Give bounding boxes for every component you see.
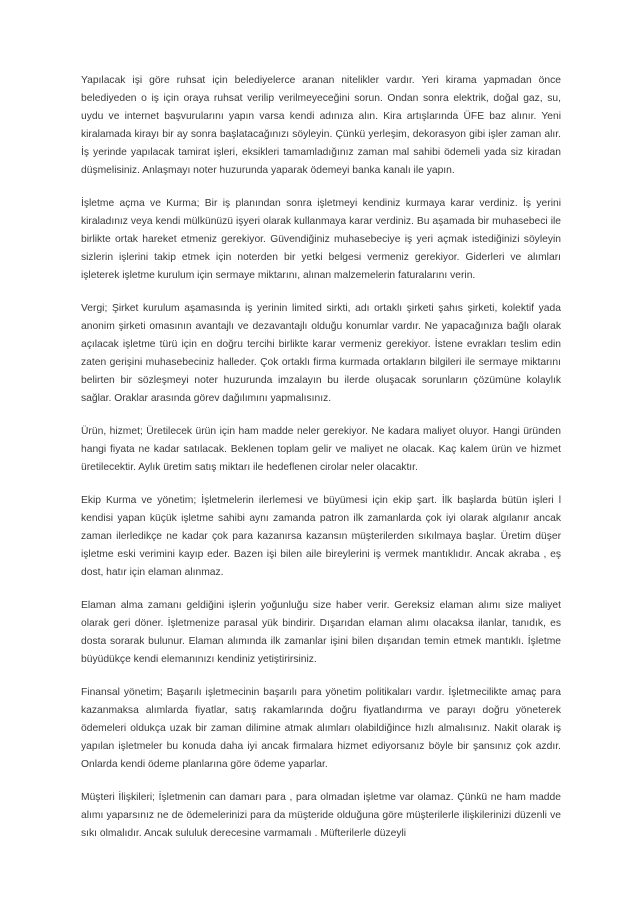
- document-page: [81, 72, 561, 858]
- paragraph-finansal-yonetim: Finansal yönetim; Başarılı işletmecinin başarılı para yönetim politikaları vardır. İşletmecilikte amaç para kazanmaksa alımlarda fiyatlar, satış rakamlarında doğru fiyatlandırma ve parayı doğru yöneterek ödemeleri oldukça uzak bir zaman dilimine atmak alımları olabildiğince hızlı almalısınız. Nakit olarak iş yapılan işletmeler bu konuda daha iyi ancak firmalara hizmet ediyorsanız böyle bir şansınız çok azdır. Onlarda kendi ödeme planlarına göre ödeme yaparlar.: [81, 687, 561, 770]
- paragraph-vergi: Vergi; Şirket kurulum aşamasında iş yerinin limited sirkti, adı ortaklı şirketi şahıs şirketi, kolektif yada anonim şirketi omasının avantajlı ve dezavantajlı olduğu konumlar vardır. Ne yapacağınıza bağlı olarak açılacak işletme türü için en doğru tercihi birlikte karar vermeniz gerekiyor. İstene evrakları teslim edin zaten gerişini muhasebeciniz halleder. Çok ortaklı firma kurmada ortakların bilgileri ile sermaye miktarını belirten bir sözleşmeyi noter huzurunda imzalayın bu ilerde oluşacak sorunların çözümüne kolaylık sağlar. Oraklar arasında görev dağılımını yapmalısınız.: [81, 303, 561, 404]
- paragraph-isletme-acma: İşletme açma ve Kurma; Bir iş planından sonra işletmeyi kendiniz kurmaya karar verdiniz. İş yerini kiraladınız veya kendi mülkünüzü işyeri olarak kullanmaya karar verdiniz. Bu aşamada bir muhasebeci ile birlikte ortak hareket etmeniz gerekiyor. Güvendiğiniz muhasebeciye iş yeri açmak istediğinizi söyleyin sizlerin işlerini takip etmek için noterden bir yetki belgesi vermeniz gerekiyor. Giderleri ve alımları işleterek işletme kurulum için sermaye miktarını, alınan malzemelerin faturalarını verin.: [81, 198, 561, 281]
- paragraph-musteri-iliskileri: Müşteri İlişkileri; İşletmenin can damarı para , para olmadan işletme var olamaz. Çünkü ne ham madde alımı yaparsınız ne de ödemelerinizi para da müşteride olduğuna göre müşterilerle ilişkilerinizi düzenli ve sıkı olmalıdır. Ancak sululuk derecesine varmamalı . Müfterilerle düzeyli: [81, 792, 561, 839]
- paragraph-urun-hizmet: Ürün, hizmet; Üretilecek ürün için ham madde neler gerekiyor. Ne kadara maliyet oluyor. Hangi üründen hangi fiyata ne kadar satılacak. Beklenen toplam gelir ve maliyet ne olacak. Kaç kalem ürün ve hizmet üretilecektir. Aylık üretim satış miktarı ile hedeflenen cirolar neler olacaktır.: [81, 426, 561, 473]
- paragraph-ruhsat: Yapılacak işi göre ruhsat için belediyelerce aranan nitelikler vardır. Yeri kirama yapmadan önce belediyeden o iş için oraya ruhsat verilip verilmeyeceğini sorun. Ondan sonra elektrik, doğal gaz, su, uydu ve internet başvurularını yapın varsa kendi adınıza alın. Kira artışlarında ÜFE baz alınır. Yeni kiralamada kirayı bir ay sonra başlatacağınızı söyleyin. Çünkü yerleşim, dekorasyon gibi işler zaman alır. İş yerinde yapılacak tamirat işleri, eksikleri tamamladığınız zaman mal sahibi ödemeli yada siz kiradan düşmelisiniz. Anlaşmayı noter huzurunda yaparak ödemeyi banka kanalı ile yapın.: [81, 75, 561, 176]
- paragraph-elaman-alma: Elaman alma zamanı geldiğini işlerin yoğunluğu size haber verir. Gereksiz elaman alımı size maliyet olarak geri döner. İşletmenize parasal yük bindirir. Dışarıdan elaman alımı olacaksa ilanlar, tanıdık, es dosta sorarak bulunur. Elaman alımında ilk zamanlar işini bilen dışarıdan temin etmek mantıklı. İşletme büyüdükçe kendi elemanınızı kendiniz yetiştirirsiniz.: [81, 600, 561, 665]
- paragraph-ekip-kurma: Ekip Kurma ve yönetim; İşletmelerin ilerlemesi ve büyümesi için ekip şart. İlk başlarda bütün işleri l kendisi yapan küçük işletme sahibi aynı zamanda patron ilk zamanlarda çok iyi olarak algılanır ancak zaman ilerledikçe ne kadar çok para kazanırsa kazansın müşterilerden sıkılmaya başlar. Üretim düşer işletme eski verimini kayıp eder. Bazen işi bilen aile bireylerini iş vermek mantıklıdır. Ancak akraba , eş dost, hatır için elaman alınmaz.: [81, 495, 561, 578]
